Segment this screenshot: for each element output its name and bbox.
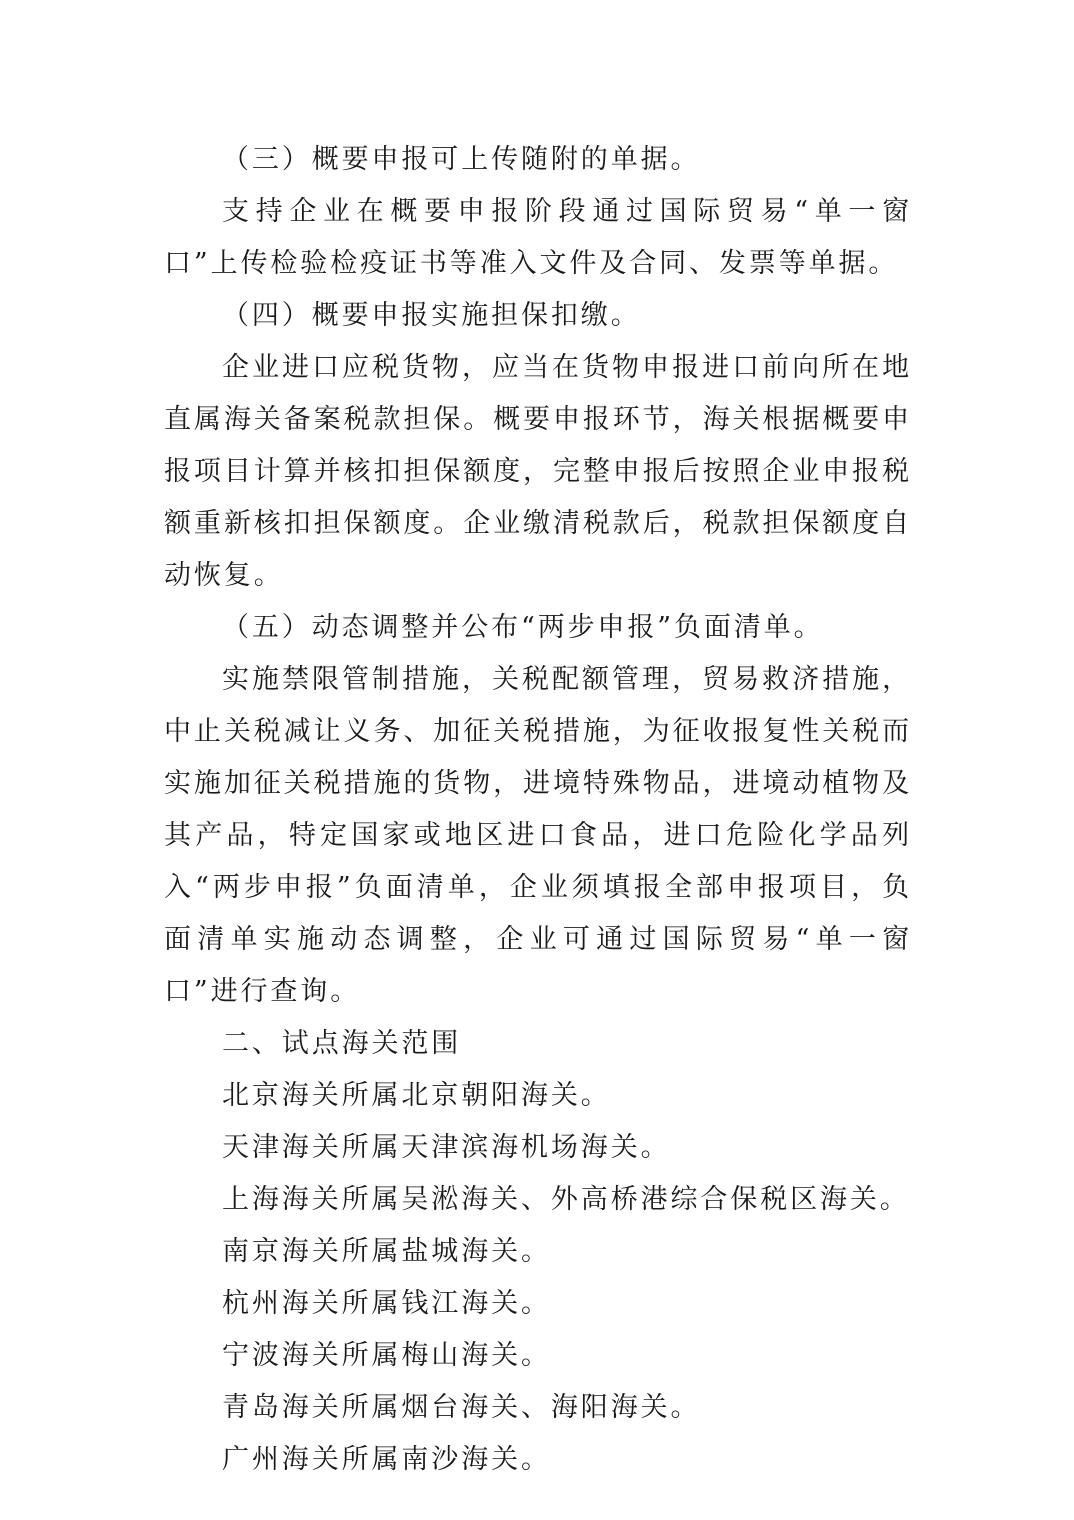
paragraph-tax-guarantee: 企业进口应税货物，应当在货物申报进口前向所在地直属海关备案税款担保。概要申报环节，海关根据概要申报项目计算并核扣担保额度，完整申报后按照企业申报税额重新核扣担保额度。企业缴清税款后，税款担保额度自动恢复。	[164, 352, 912, 591]
list-item-customs: 南京海关所属盐城海关。	[222, 1236, 551, 1267]
paragraph-upload-documents: 支持企业在概要申报阶段通过国际贸易“单一窗口”上传检验检疫证书等准入文件及合同、发票等单据。	[164, 196, 912, 279]
subsection-heading-5: （五）动态调整并公布“两步申报”负面清单。	[222, 612, 824, 643]
subsection-heading-4: （四）概要申报实施担保扣缴。	[222, 300, 641, 331]
list-item-customs: 天津海关所属天津滨海机场海关。	[222, 1132, 671, 1163]
list-item-customs: 上海海关所属吴淞海关、外高桥港综合保税区海关。	[222, 1184, 910, 1215]
paragraph-negative-list: 实施禁限管制措施，关税配额管理，贸易救济措施，中止关税减让义务、加征关税措施，为征收报复性关税而实施加征关税措施的货物，进境特殊物品，进境动植物及其产品，特定国家或地区进口食品，进口危险化学品列入“两步申报”负面清单，企业须填报全部申报项目，负面清单实施动态调整，企业可通过国际贸易“单一窗口”进行查询。	[164, 664, 912, 1007]
section-heading-pilot-customs: 二、试点海关范围	[222, 1028, 462, 1059]
list-item-customs: 青岛海关所属烟台海关、海阳海关。	[222, 1392, 701, 1423]
subsection-heading-3: （三）概要申报可上传随附的单据。	[222, 144, 701, 175]
document-body	[164, 134, 912, 1486]
list-item-customs: 杭州海关所属钱江海关。	[222, 1288, 551, 1319]
list-item-customs: 广州海关所属南沙海关。	[222, 1444, 551, 1475]
list-item-customs: 宁波海关所属梅山海关。	[222, 1340, 551, 1371]
list-item-customs: 北京海关所属北京朝阳海关。	[222, 1080, 611, 1111]
